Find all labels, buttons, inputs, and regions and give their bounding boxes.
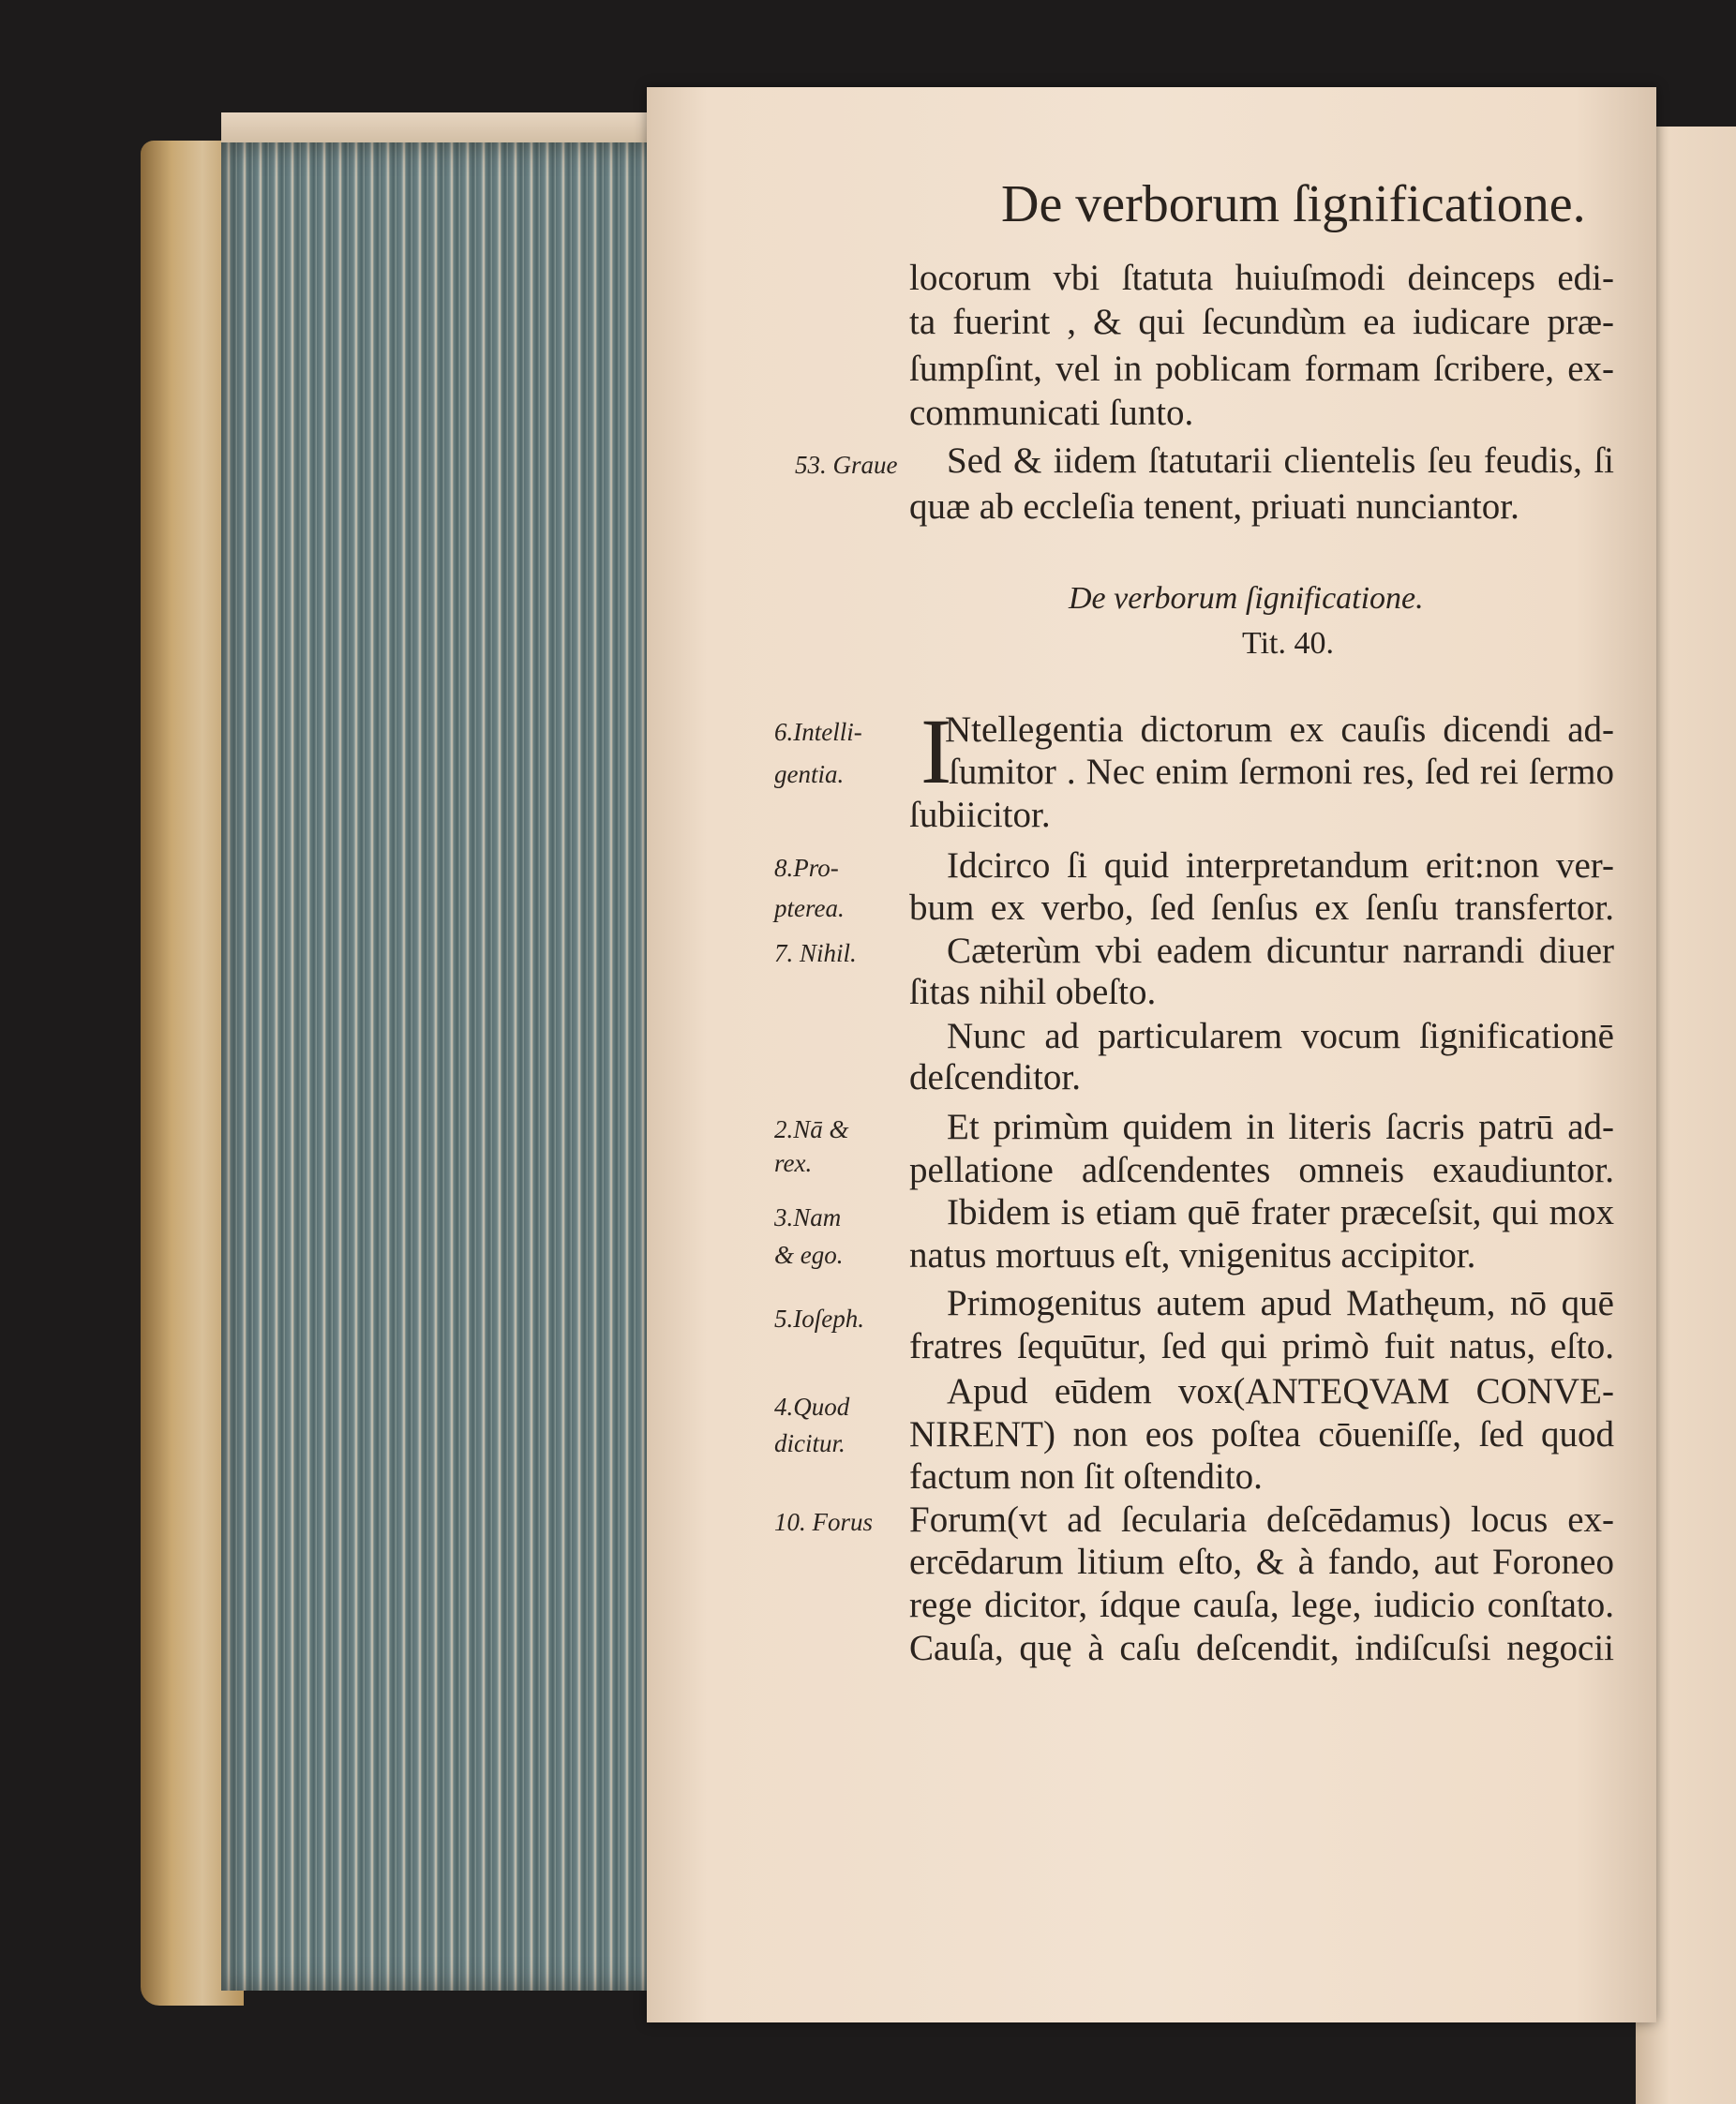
text-line: fratres ſequūtur, ſed qui primò fuit natus, eſto. [909, 1326, 1614, 1366]
margin-note: 8.Pro- [774, 854, 839, 882]
text-line: Idcirco ſi quid interpretandum erit:non ver- [947, 845, 1614, 886]
page-fore-edges [221, 142, 677, 1991]
text-line: Ntellegentia dictorum ex cauſis dicendi ad- [945, 709, 1614, 750]
text-line: ſitas nihil obeſto. [909, 972, 1157, 1012]
running-head: De verborum ſignificatione. [1001, 175, 1586, 233]
text-line: ſumitor . Nec enim ſermoni res, ſed rei ſermo [949, 752, 1614, 792]
text-line: Apud eūdem vox(ANTEQVAM CONVE- [947, 1371, 1614, 1411]
text-line: Nunc ad particularem vocum ſignificationē [947, 1016, 1614, 1056]
margin-note: 10. Forus [774, 1508, 874, 1536]
margin-note: rex. [774, 1149, 813, 1177]
margin-note: 6.Intelli- [774, 718, 862, 746]
text-line: Forum(vt ad ſecularia deſcēdamus) locus ex- [909, 1500, 1614, 1540]
text-line: quæ ab eccleſia tenent, priuati nunciantor. [909, 486, 1519, 527]
text-line: ta fuerint , & qui ſecundùm ea iudicare præ- [909, 302, 1614, 342]
text-line: Ibidem is etiam quē frater præceſsit, qui mox [947, 1192, 1614, 1232]
text-line: ercēdarum litium eſto, & à fando, aut Foroneo [909, 1542, 1614, 1582]
section-title: De verborum ſignificatione. [1069, 581, 1424, 616]
text-line: natus mortuus eſt, vnigenitus accipitor. [909, 1235, 1476, 1276]
text-line: communicati ſunto. [909, 393, 1194, 433]
text-line: locorum vbi ſtatuta huiuſmodi deinceps edi- [909, 258, 1614, 298]
drop-cap: I [920, 699, 952, 803]
margin-note: 53. Graue [795, 451, 898, 479]
margin-note: gentia. [774, 760, 845, 788]
margin-note: 4.Quod [774, 1393, 850, 1421]
margin-note: 2.Nā & [774, 1115, 849, 1143]
text-line: Cauſa, quę à caſu deſcendit, indiſcuſsi negocii [909, 1628, 1614, 1668]
text-line: bum ex verbo, ſed ſenſus ex ſenſu transfertor. [909, 888, 1614, 928]
text-line: pellatione adſcendentes omneis exaudiuntor. [909, 1150, 1614, 1190]
margin-note: 3.Nam [774, 1203, 842, 1231]
margin-note: 7. Nihil. [774, 939, 857, 967]
text-line: Primogenitus autem apud Mathęum, nō quē [947, 1283, 1614, 1323]
text-line: factum non ſit oſtendito. [909, 1456, 1263, 1497]
section-number: Tit. 40. [1242, 626, 1334, 661]
text-line: rege dicitor, ídque cauſa, lege, iudicio conſtato. [909, 1585, 1614, 1625]
text-line: ſubiicitor. [909, 795, 1051, 835]
text-line: NIRENT) non eos poſtea cōueniſſe, ſed quod [909, 1414, 1614, 1455]
margin-note: & ego. [774, 1241, 844, 1269]
margin-note: dicitur. [774, 1429, 846, 1457]
text-line: deſcenditor. [909, 1057, 1082, 1097]
margin-note: 5.Ioſeph. [774, 1305, 864, 1333]
text-line: ſumpſint, vel in poblicam formam ſcribere, ex- [909, 349, 1614, 389]
text-line: Sed & iidem ſtatutarii clientelis ſeu feudis, ſi [947, 440, 1614, 481]
text-line: Cæterùm vbi eadem dicuntur narrandi diuer [947, 931, 1614, 971]
text-line: Et primùm quidem in literis ſacris patrū ad- [947, 1107, 1614, 1147]
margin-note: pterea. [774, 894, 845, 922]
